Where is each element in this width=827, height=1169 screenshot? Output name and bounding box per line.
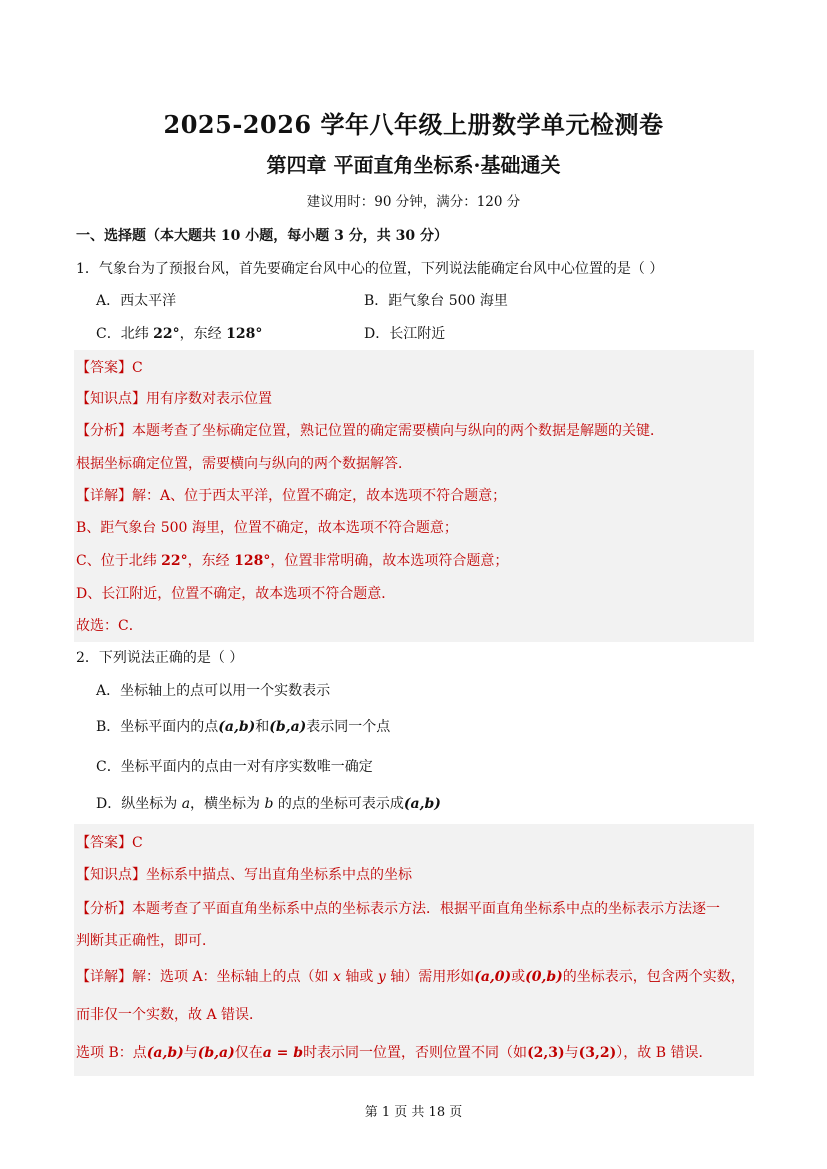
q2-option-d-pre: D．纵坐标为 — [96, 796, 182, 812]
q1-option-c-text: C．北纬 — [96, 326, 154, 342]
q1-detail-line-1: 【详解】解：A、位于西太平洋，位置不确定，故本选项不符合题意； — [76, 488, 507, 504]
longitude-value: 128° — [226, 326, 263, 342]
page-title: 2025-2026 学年八年级上册数学单元检测卷 — [163, 110, 664, 139]
q2-detail-3-post: ），故 B 错误． — [616, 1045, 713, 1061]
q2-option-d — [96, 793, 441, 815]
var-a: a — [181, 796, 191, 812]
q1-option-d: D．长江附近 — [364, 326, 446, 342]
q2-detail-3-only: 仅在 — [234, 1045, 263, 1061]
q2-analysis-line-1: 【分析】本题考查了平面直角坐标系中点的坐标表示方法．根据平面直角坐标系中点的坐标表示方法逐一 — [76, 901, 720, 917]
q2-analysis-line-2: 判断其正确性，即可． — [76, 933, 216, 949]
equation-a-equals-b: a = b — [262, 1045, 304, 1061]
coordinate-0b: (0,b) — [525, 969, 563, 985]
q1-knowledge-point: 【知识点】用有序数对表示位置 — [76, 391, 272, 407]
chapter-subtitle: 第四章 平面直角坐标系·基础通关 — [266, 153, 561, 177]
q1-detail-line-3 — [76, 550, 508, 572]
q2-detail-3-with: 与 — [183, 1045, 198, 1061]
q2-option-d-mid2: 的点的坐标可表示成 — [273, 796, 404, 812]
q1-option-c — [96, 323, 262, 345]
latitude-value: 22° — [153, 326, 180, 342]
q2-answer: 【答案】C — [76, 835, 143, 851]
q2-detail-1-or: 或 — [511, 969, 526, 985]
longitude-value: 128° — [234, 553, 271, 569]
q2-detail-1-mid2: 轴）需用形如 — [385, 969, 475, 985]
question-2-stem: 2．下列说法正确的是（ ） — [76, 650, 244, 666]
q1-detail-line-4: D、长江附近，位置不确定，故本选项不符合题意． — [76, 586, 396, 602]
q2-detail-line-3 — [76, 1042, 712, 1064]
q2-detail-3-with2: 与 — [564, 1045, 579, 1061]
q1-option-c-mid: ，东经 — [179, 326, 227, 342]
q2-detail-1-post: 的坐标表示，包含两个实数， — [562, 969, 745, 985]
q1-detail-line-2: B、距气象台 500 海里，位置不确定，故本选项不符合题意； — [76, 520, 458, 536]
exam-info: 建议用时：90 分钟，满分：120 分 — [306, 194, 521, 210]
q2-option-b — [96, 716, 390, 738]
q1-detail-3-pre: C、位于北纬 — [76, 553, 162, 569]
coordinate-3-2: (3,2) — [578, 1045, 617, 1061]
var-y: y — [377, 969, 386, 985]
q1-analysis-line-2: 根据坐标确定位置，需要横向与纵向的两个数据解答． — [76, 456, 412, 472]
q1-answer: 【答案】C — [76, 360, 143, 376]
q2-detail-1-pre: 【详解】解：选项 A：坐标轴上的点（如 — [76, 969, 334, 985]
question-1-stem: 1．气象台为了预报台风，首先要确定台风中心的位置，下列说法能确定台风中心位置的是（ ） — [76, 261, 664, 277]
page-number-footer: 第 1 页 共 18 页 — [364, 1105, 463, 1120]
coordinate-ab: (a,b) — [218, 719, 256, 735]
q1-option-a: A．西太平洋 — [96, 293, 177, 309]
coordinate-a0: (a,0) — [474, 969, 512, 985]
q1-analysis-line-1: 【分析】本题考查了坐标确定位置，熟记位置的确定需要横向与纵向的两个数据是解题的关键． — [76, 423, 664, 439]
q1-detail-3-post: ，位置非常明确，故本选项符合题意； — [270, 553, 509, 569]
q2-detail-line-1 — [76, 966, 745, 988]
q2-option-d-mid: ，横坐标为 — [190, 796, 265, 812]
q2-option-b-pre: B．坐标平面内的点 — [96, 719, 219, 735]
q2-option-a: A．坐标轴上的点可以用一个实数表示 — [96, 683, 331, 699]
q1-detail-line-5: 故选：C． — [76, 618, 143, 634]
q2-detail-3-pre: 选项 B：点 — [76, 1045, 147, 1061]
q2-option-c: C．坐标平面内的点由一对有序实数唯一确定 — [96, 759, 373, 775]
q2-detail-1-mid: 轴或 — [340, 969, 378, 985]
q2-detail-line-2: 而非仅一个实数，故 A 错误． — [76, 1007, 264, 1023]
q2-knowledge-point: 【知识点】坐标系中描点、写出直角坐标系中点的坐标 — [76, 867, 412, 883]
q2-option-b-mid: 和 — [255, 719, 270, 735]
coordinate-ab: (a,b) — [403, 796, 441, 812]
q1-option-b: B．距气象台 500 海里 — [364, 293, 508, 309]
latitude-value: 22° — [161, 553, 188, 569]
q1-detail-3-mid: ，东经 — [187, 553, 235, 569]
section-heading: 一、选择题（本大题共 10 小题，每小题 3 分，共 30 分） — [76, 228, 448, 244]
var-x: x — [333, 969, 341, 985]
var-b: b — [264, 796, 274, 812]
q2-detail-3-mid: 时表示同一位置，否则位置不同（如 — [303, 1045, 528, 1061]
coordinate-ab: (a,b) — [146, 1045, 184, 1061]
coordinate-ba: (b,a) — [197, 1045, 235, 1061]
coordinate-ba: (b,a) — [269, 719, 307, 735]
q2-option-b-post: 表示同一个点 — [306, 719, 391, 735]
coordinate-2-3: (2,3) — [527, 1045, 565, 1061]
